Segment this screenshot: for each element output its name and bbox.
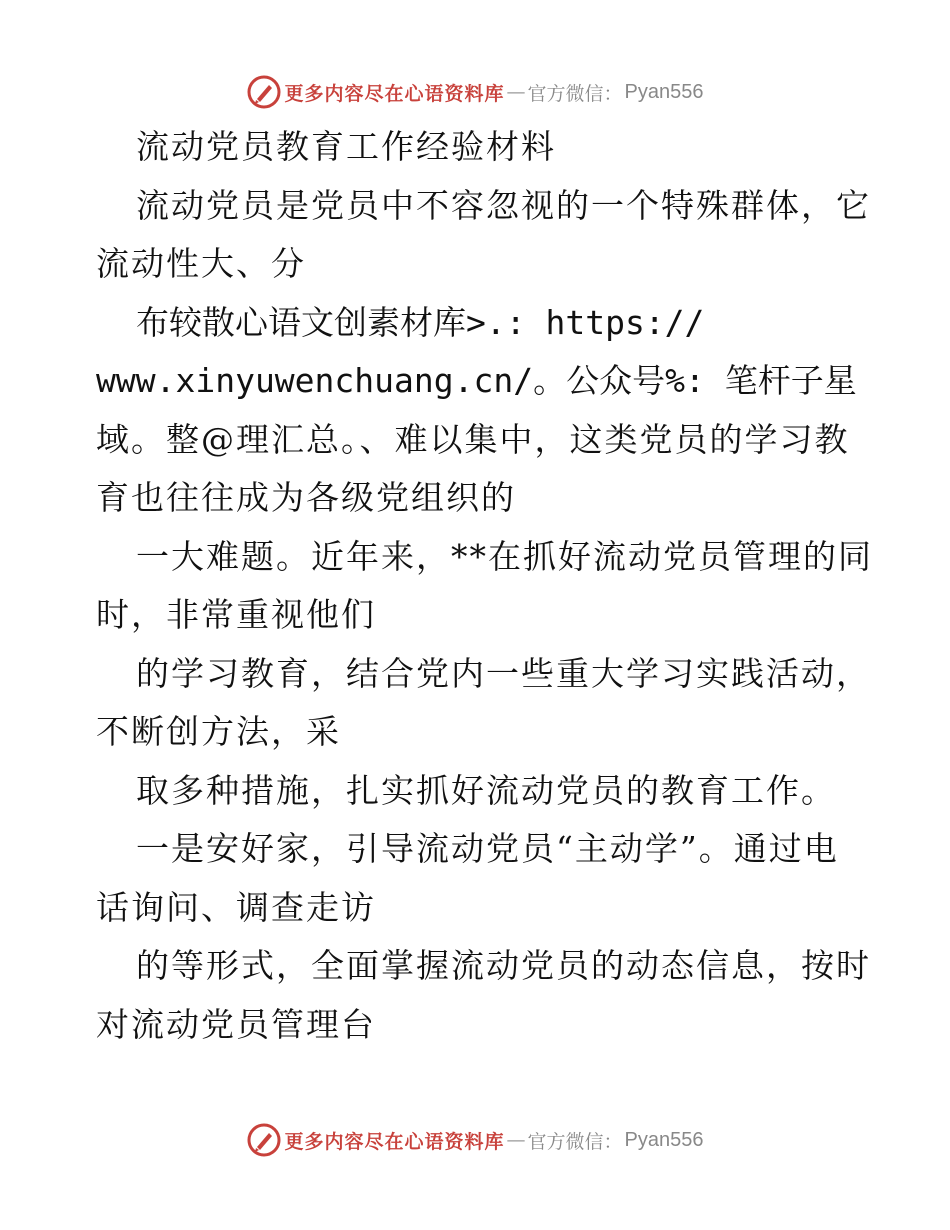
paragraph-line: 育也往往成为各级党组织的 [96, 478, 516, 517]
paragraph-line: 布较散心语文创素材库>.: https:// [136, 303, 705, 342]
paragraph-line: 的学习教育，结合党内一些重大学习实践活动， [136, 654, 871, 693]
paragraph-line: 取多种措施，扎实抓好流动党员的教育工作。 [136, 771, 836, 810]
header-wechat-id: Pyan556 [624, 80, 704, 103]
footer-wechat-id: Pyan556 [624, 1128, 704, 1151]
header-banner [0, 72, 950, 112]
paragraph-line: 话询问、调查走访 [96, 888, 376, 927]
paragraph-line: 不断创方法，采 [96, 712, 341, 751]
paragraph-line: 时，非常重视他们 [96, 595, 376, 634]
paragraph-line: 流动性大、分 [96, 244, 306, 283]
paragraph-line: 一是安好家，引导流动党员“主动学”。通过电 [136, 829, 839, 868]
paragraph-line: www.xinyuwenchuang.cn/。公众号%: 笔杆子星 [96, 361, 857, 400]
header-brand: 更多内容尽在心语资料库 [284, 82, 505, 105]
footer-separator: — [506, 1129, 526, 1151]
footer-banner [0, 1120, 950, 1160]
pen-nib-logo-icon [247, 75, 281, 109]
document-title: 流动党员教育工作经验材料 [136, 127, 556, 166]
paragraph-line: 一大难题。近年来，**在抓好流动党员管理的同 [136, 537, 873, 576]
paragraph-line: 的等形式，全面掌握流动党员的动态信息，按时 [136, 946, 871, 985]
paragraph-line: 流动党员是党员中不容忽视的一个特殊群体，它 [136, 186, 871, 225]
header-separator: — [506, 81, 526, 103]
paragraph-line: 域。整@理汇总。、难以集中，这类党员的学习教 [96, 420, 850, 459]
footer-brand: 更多内容尽在心语资料库 [284, 1130, 505, 1153]
footer-wechat-label: 官方微信： [527, 1130, 623, 1153]
header-wechat-label: 官方微信： [527, 82, 623, 105]
pen-nib-logo-icon [247, 1123, 281, 1157]
paragraph-line: 对流动党员管理台 [96, 1005, 376, 1044]
